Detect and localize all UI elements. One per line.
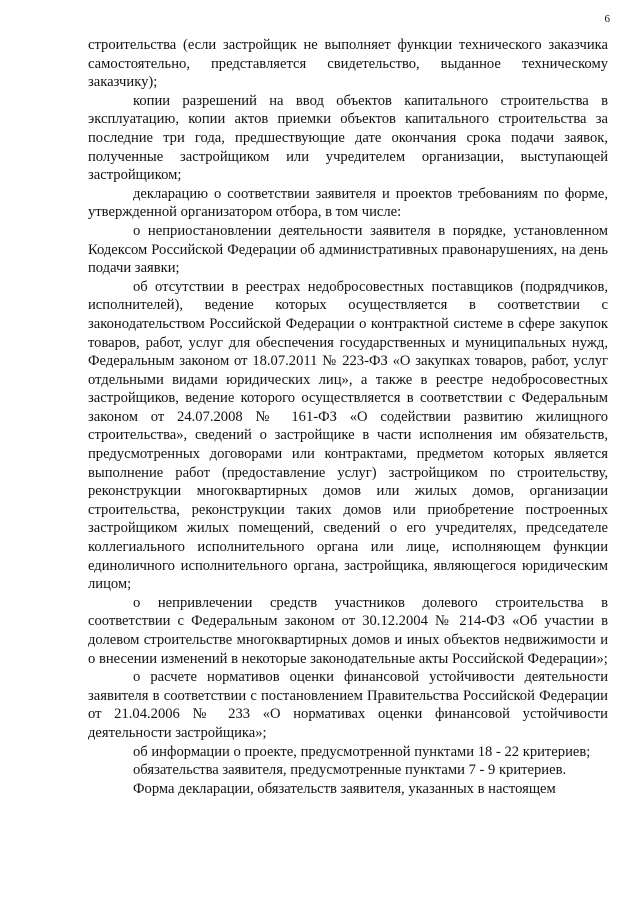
paragraph-continuation: строительства (если застройщик не выполняет функции технического заказчика самостоятельно, представляется свидетельство, выданное техническому заказчику);: [88, 37, 608, 91]
paragraph-registries: об отсутствии в реестрах недобросовестных поставщиков (подрядчиков, исполнителей), ведение которых осуществляется в соответствии с законодательством Российской Федерации о контрактной системе в сфере закупок товаров, работ, услуг для обеспечения государственных и муниципальных нужд, Федеральным законом от 18.07.2011 № 223-ФЗ «О закупках товаров, работ, услуг отдельными видами юридических лиц», а также в реестре недобросовестных застройщиков, ведение которого осуществляется в соответствии с Федеральным законом от 24.07.2008 № 161-ФЗ «О содействии развитию жилищного строительства», сведений о застройщике в части исполнения им обязательств, предусмотренных договорами или контрактами, предметом которых является выполнение работ (предоставление услуг) застройщиком по строительству, реконструкции многоквартирных домов или жилых домов, организации строительства, реконструкции таких домов или приобретение построенных застройщиком жилых помещений, сведений о его учредителях, председателе коллегиального исполнительного органа или лице, исполняющем функции единоличного исполнительного органа, застройщика, являющегося юридическим лицом;: [88, 278, 608, 593]
paragraph-financial-standards: о расчете нормативов оценки финансовой устойчивости деятельности заявителя в соответствии с постановлением Правительства Российской Федерации от 21.04.2006 № 233 «О нормативах оценки финансовой устойчивости деятельности застройщика»;: [88, 669, 608, 741]
paragraph-shared-construction: о непривлечении средств участников долевого строительства в соответствии с Федеральным законом от 30.12.2004 № 214-ФЗ «Об участии в долевом строительстве многоквартирных домов и иных объектов недвижимости и о внесении изменений в некоторые законодательные акты Российской Федерации»;: [88, 594, 608, 667]
paragraph-declaration: декларацию о соответствии заявителя и проектов требованиям по форме, утвержденной организатором отбора, в том числе:: [88, 185, 608, 221]
paragraph-obligations: обязательства заявителя, предусмотренные пунктами 7 - 9 критериев.: [133, 762, 567, 779]
paragraph-project-info: об информации о проекте, предусмотренной пунктами 18 - 22 критериев;: [133, 743, 591, 760]
document-body: [88, 36, 608, 798]
page-number: 6: [604, 13, 610, 25]
paragraph-permits-copies: копии разрешений на ввод объектов капитального строительства в эксплуатацию, копии актов приемки объектов капитального строительства за последние три года, предшествующие дате окончания срока подачи заявок, полученные застройщиком или учредителем организации, выступающей застройщиком;: [88, 92, 608, 184]
paragraph-non-suspension: о неприостановлении деятельности заявителя в порядке, установленном Кодексом Российской Федерации об административных правонарушениях, на день подачи заявки;: [88, 222, 608, 277]
paragraph-declaration-form: Форма декларации, обязательств заявителя, указанных в настоящем: [133, 780, 556, 797]
